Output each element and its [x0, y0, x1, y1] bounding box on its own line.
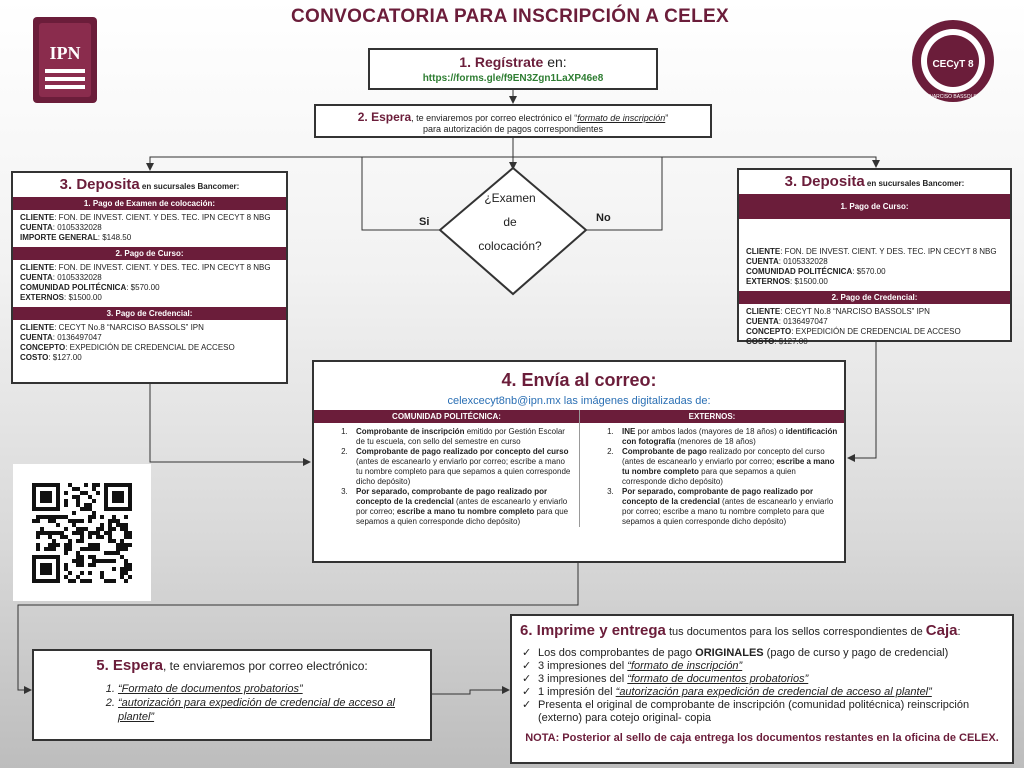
step4-item-text: realizado por concepto del curso (antes de escanearlo y enviarlo por correo; — [622, 447, 825, 466]
register-link[interactable]: https://forms.gle/f9EN3Zgn1LaXP46e8 — [422, 73, 604, 84]
step4-item — [350, 447, 573, 487]
deposit-left-band: 1. Pago de Examen de colocación: — [13, 197, 286, 210]
step2-text-b: ” — [665, 113, 669, 123]
decision-line2: de — [503, 215, 517, 229]
deposit-right-details — [739, 304, 1010, 351]
deposit-right-key: CONCEPTO — [746, 327, 792, 336]
deposit-right-details — [739, 219, 1010, 291]
step4-item-bold: Por separado, comprobante de pago realizado por concepto de la credencial — [622, 487, 814, 506]
deposit-right-band: 2. Pago de Credencial: — [739, 291, 1010, 304]
step5-item: 2. “autorización para expedición de credencial de acceso al plantel” — [118, 696, 430, 724]
step6-item-underline: “formato de documentos probatorios” — [627, 673, 809, 685]
deposit-left-value: : EXPEDICIÓN DE CREDENCIAL DE ACCESO — [65, 343, 235, 352]
deposit-right-value: : $1500.00 — [790, 277, 828, 286]
step4-item-text: para que sepamos a quien corresponde dicho depósito) — [622, 467, 796, 486]
step2-wait — [314, 104, 712, 138]
step6-label: 6. Imprime y entrega — [520, 622, 666, 639]
arrow-to-left-deposit — [150, 157, 362, 169]
step4-email-line — [314, 395, 844, 407]
step6-print-panel: 6. Imprime y entrega tus documentos para los sellos correspondientes de Caja: ✓ Los dos comprobantes de pago ORIGINALES (pago de curso y pago de credencial) ✓ 3 impresiones del “formato de inscripción” ✓ 3 impresiones del “formato de documentos probatorios” ✓ 1 impresión del “autorización para expedición de credencial de acceso al plantel” ✓ Presenta el original de comprobante de inscripción (comunidad politécnica) reinscripción (externo) para cotejo original- copia NOTA: Posterior al sello de caja entrega los documentos restantes en la oficina de CELEX. — [510, 614, 1014, 764]
deposit-right-key: CLIENTE — [746, 307, 781, 316]
arrow-to-right-deposit — [662, 157, 876, 166]
step4-col-politecnica — [314, 410, 579, 527]
ipn-logo — [30, 14, 100, 106]
step2-link: formato de inscripción — [577, 113, 666, 123]
step4-item — [350, 427, 573, 447]
step4-item-text: para que sepamos a quien corresponde dicho depósito) — [356, 507, 569, 526]
deposit-right-line — [746, 337, 1004, 347]
deposit-left-value: : $148.50 — [97, 233, 132, 242]
deposit-left-band: 2. Pago de Curso: — [13, 247, 286, 260]
step6-item — [520, 673, 1004, 686]
step4-item-text: por ambos lados (mayores de 18 años) o — [635, 427, 786, 436]
deposit-left-value: : CECYT No.8 “NARCISO BASSOLS” IPN — [54, 323, 204, 332]
step4-item-text: (antes de escanearlo y enviarlo por correo; — [356, 497, 568, 516]
step1-register — [368, 48, 658, 90]
decision-line3: colocación? — [478, 239, 542, 253]
cecyt8-logo-text: CECyT 8 — [932, 59, 974, 70]
deposit-right-line — [746, 327, 1004, 337]
deposit-left-key: CUENTA — [20, 223, 53, 232]
deposit-right-key: CLIENTE — [746, 247, 781, 256]
deposit-left-value: : 0105332028 — [52, 273, 102, 282]
step4-item-text: (antes de escanearlo y enviarlo por correo; escribe a mano tu nombre completo para que sepamos a quien corresponde dicho depósito) — [622, 497, 834, 526]
step6-item-text: Los dos comprobantes de pago — [538, 647, 696, 659]
step4-item — [616, 487, 838, 527]
deposit-left-band: 3. Pago de Credencial: — [13, 307, 286, 320]
step2-text-a: , te enviaremos por correo electrónico el “ — [411, 113, 578, 123]
deposit-left-details — [13, 320, 286, 367]
deposit-left-line — [20, 323, 280, 333]
step6-note: NOTA: Posterior al sello de caja entrega los documentos restantes en la oficina de CELEX. — [525, 732, 999, 744]
step6-text-bold: Caja — [925, 622, 958, 639]
step4-item-bold: Comprobante de inscripción — [356, 427, 465, 436]
step4-heading: 4. Envía al correo: — [501, 370, 657, 390]
step6-item — [520, 660, 1004, 673]
deposit-left-key: EXTERNOS — [20, 293, 65, 302]
deposit-left-line — [20, 293, 280, 303]
step1-label: 1. Regístrate — [459, 54, 544, 70]
step4-item-bold: identificación con fotografía — [622, 427, 838, 446]
step4-band-externos: EXTERNOS: — [580, 410, 844, 423]
step4-band-politecnica: COMUNIDAD POLITÉCNICA: — [314, 410, 579, 423]
deposit-left-value: : $570.00 — [126, 283, 160, 292]
step1-suffix: en: — [543, 54, 567, 70]
arrow-right-to-step4 — [849, 342, 876, 458]
step4-item-text: (antes de escanearlo y enviarlo por correo; escribe a mano tu nombre completo para que sepamos a quien corresponde dicho depósito) — [356, 457, 571, 486]
step6-item-text: (pago de curso y pago de credencial) — [763, 647, 949, 659]
deposit-right-value: : FON. DE INVEST. CIENT. Y DES. TEC. IPN CECYT 8 NBG — [780, 247, 997, 256]
deposit-left-key: IMPORTE GENERAL — [20, 233, 98, 242]
step4-item-text: emitido por Gestión Escolar de tu escuela, con sello del semestre en curso — [356, 427, 565, 446]
deposit-right-value: : CECYT No.8 “NARCISO BASSOLS” IPN — [780, 307, 930, 316]
deposit-left-panel — [11, 171, 288, 384]
deposit-right-band: 1. Pago de Curso: — [739, 194, 1010, 219]
deposit-left-line — [20, 213, 280, 223]
deposit-left-details — [13, 260, 286, 307]
deposit-left-key: CLIENTE — [20, 263, 55, 272]
step6-item-underline: “formato de inscripción” — [627, 660, 743, 672]
deposit-right-value: : 0136497047 — [778, 317, 828, 326]
deposit-left-line — [20, 273, 280, 283]
deposit-left-line — [20, 333, 280, 343]
deposit-right-key: CUENTA — [746, 257, 779, 266]
deposit-left-line — [20, 233, 280, 243]
deposit-right-value: : 0105332028 — [778, 257, 828, 266]
decision-line1: ¿Examen — [484, 191, 536, 205]
deposit-left-heading: 3. Deposita en sucursales Bancomer: — [59, 176, 240, 193]
deposit-left-key: COSTO — [20, 353, 49, 362]
decision-text — [450, 186, 570, 258]
deposit-left-key: CUENTA — [20, 333, 53, 342]
step4-item-bold: INE — [622, 427, 636, 436]
deposit-left-line — [20, 283, 280, 293]
deposit-right-value: : $570.00 — [852, 267, 886, 276]
deposit-right-line — [746, 267, 1004, 277]
cecyt8-ring-text: NARCISO BASSOLS — [929, 94, 977, 100]
step6-item-text: Presenta el original de comprobante de inscripción (comunidad politécnica) reinscripción (externo) para cotejo original- copia — [538, 699, 970, 724]
deposit-left-value: : 0136497047 — [52, 333, 102, 342]
step6-item-text: 3 impresiones del — [538, 673, 628, 685]
step2-text-c: para autorización de pagos correspondientes — [422, 124, 604, 134]
arrow-left-to-step4 — [150, 384, 309, 462]
deposit-left-value: : FON. DE INVEST. CIENT. Y DES. TEC. IPN CECYT 8 NBG — [54, 263, 271, 272]
deposit-left-key: CUENTA — [20, 273, 53, 282]
step4-item — [350, 487, 573, 527]
decision-no-label: No — [596, 212, 611, 224]
deposit-right-heading: 3. Deposita en sucursales Bancomer: — [784, 173, 965, 190]
step4-item-bold: Por separado, comprobante de pago realizado por concepto de la credencial — [356, 487, 548, 506]
deposit-right-line — [746, 317, 1004, 327]
deposit-right-value: : EXPEDICIÓN DE CREDENCIAL DE ACCESO — [791, 327, 961, 336]
step4-item-bold: Comprobante de pago realizado por concepto del curso — [356, 447, 569, 456]
step6-item-text: 3 impresiones del — [538, 660, 628, 672]
deposit-right-key: COSTO — [746, 337, 775, 346]
deposit-right-line — [746, 277, 1004, 287]
deposit-left-details — [13, 210, 286, 247]
deposit-right-line — [746, 257, 1004, 267]
deposit-left-key: CONCEPTO — [20, 343, 66, 352]
deposit-left-value: : 0105332028 — [52, 223, 102, 232]
step4-item-bold: escribe a mano tu nombre completo — [396, 507, 535, 516]
deposit-right-panel — [737, 168, 1012, 346]
step4-col-externos — [579, 410, 844, 527]
step6-item — [520, 647, 1004, 660]
ipn-logo-text: IPN — [49, 43, 81, 63]
deposit-left-value: : $127.00 — [48, 353, 82, 362]
step4-item-bold: Comprobante de pago — [622, 447, 707, 456]
step4-item-text: (menores de 18 años) — [675, 437, 756, 446]
deposit-right-key: EXTERNOS — [746, 277, 791, 286]
deposit-left-line — [20, 223, 280, 233]
deposit-left-line — [20, 263, 280, 273]
deposit-left-line — [20, 353, 280, 363]
step4-email[interactable]: celexcecyt8nb@ipn.mx — [447, 395, 561, 407]
deposit-left-value: : $1500.00 — [64, 293, 102, 302]
step6-item-bold: ORIGINALES — [695, 647, 764, 659]
step4-item-bold: escribe a mano tu nombre completo — [622, 457, 835, 476]
cecyt8-logo — [910, 18, 996, 104]
step5-label: 5. Espera — [96, 657, 163, 674]
deposit-right-value: : $127.00 — [774, 337, 808, 346]
deposit-right-line — [746, 247, 1004, 257]
step5-item: 1. “Formato de documentos probatorios” — [118, 682, 430, 696]
step6-item — [520, 699, 1004, 725]
deposit-left-key: CLIENTE — [20, 213, 55, 222]
decision-yes-label: Si — [419, 216, 430, 228]
qr-code[interactable] — [13, 464, 151, 601]
step5-wait-panel — [32, 649, 432, 741]
deposit-left-line — [20, 343, 280, 353]
deposit-left-value: : FON. DE INVEST. CIENT. Y DES. TEC. IPN CECYT 8 NBG — [54, 213, 271, 222]
arrow-step5-to-step6 — [432, 690, 508, 694]
deposit-right-key: CUENTA — [746, 317, 779, 326]
step6-item-text: 1 impresión del — [538, 686, 616, 698]
step6-item — [520, 686, 1004, 699]
deposit-right-line — [746, 307, 1004, 317]
step4-email-suffix: las imágenes digitalizadas de: — [560, 395, 711, 407]
step4-email-panel — [312, 360, 846, 563]
step6-item-underline: “autorización para expedición de credencial de acceso al plantel” — [615, 686, 932, 698]
deposit-left-key: CLIENTE — [20, 323, 55, 332]
deposit-right-key: COMUNIDAD POLITÉCNICA — [746, 267, 853, 276]
step4-item — [616, 427, 838, 447]
step4-item — [616, 447, 838, 487]
deposit-left-key: COMUNIDAD POLITÉCNICA — [20, 283, 127, 292]
step5-text: , te enviaremos por correo electrónico: — [162, 659, 368, 673]
step2-label: 2. Espera — [357, 110, 412, 124]
page-title: CONVOCATORIA PARA INSCRIPCIÓN A CELEX — [291, 6, 729, 27]
step6-text: tus documentos para los sellos correspondientes de — [665, 626, 926, 638]
